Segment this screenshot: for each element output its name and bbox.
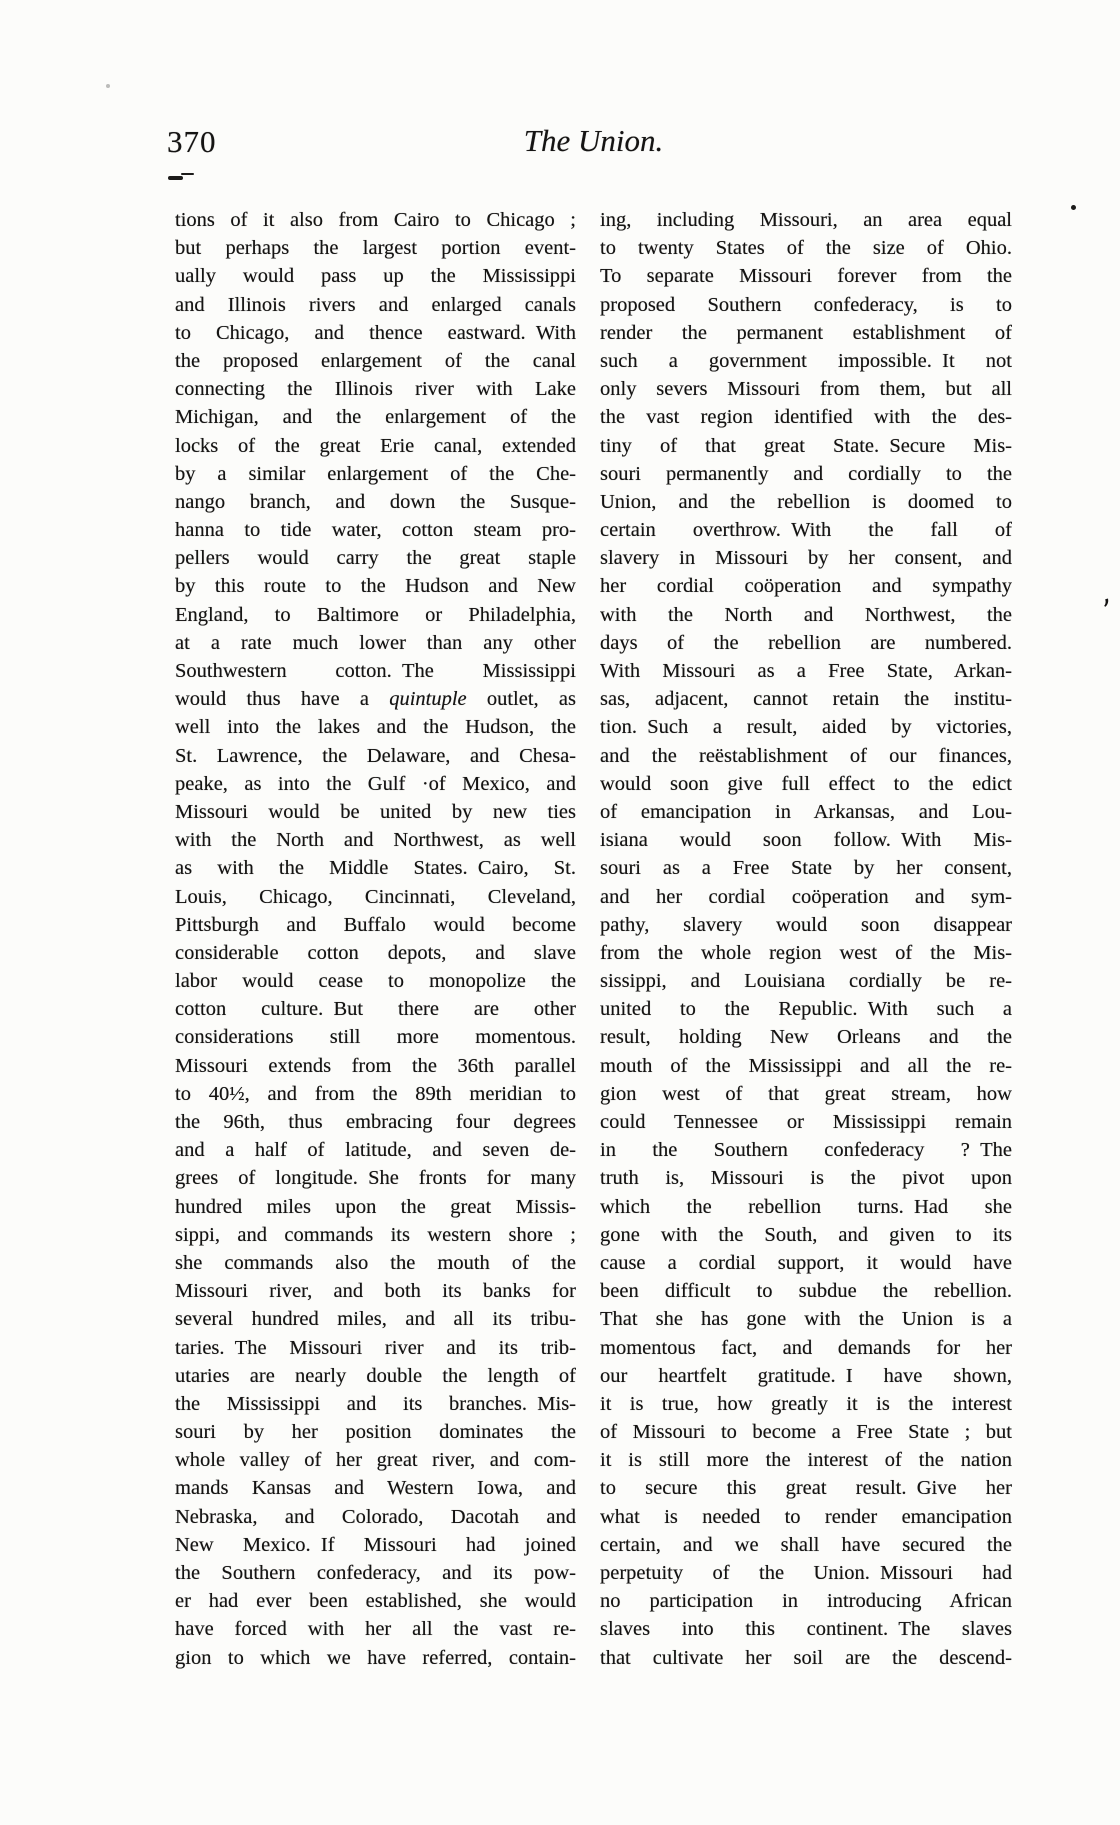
text-line: could Tennessee or Mississippi remain [600, 1111, 1012, 1133]
text-line: slavery in Missouri by her consent, and [600, 547, 1012, 570]
text-line: cotton culture. But there are other [175, 998, 576, 1021]
text-line: taries. The Missouri river and its trib- [175, 1336, 576, 1359]
text-line: well into the lakes and the Hudson, the [175, 716, 576, 739]
text-line: several hundred miles, and all its tribu- [175, 1308, 576, 1331]
page-number: 370 [167, 124, 217, 159]
text-line: proposed Southern confederacy, is to [600, 293, 1012, 316]
text-line: no participation in introducing African [600, 1590, 1012, 1613]
text-line: souri by her position dominates the [175, 1421, 576, 1444]
text-line: certain overthrow. With the fall of [600, 519, 1012, 542]
text-line: Union, and the rebellion is doomed to [600, 490, 1012, 513]
text-line: St. Lawrence, the Delaware, and Chesa- [175, 744, 576, 767]
text-line: isiana would soon follow. With Mis- [600, 829, 1012, 852]
running-header [0, 0, 1120, 170]
text-line: sissippi, and Louisiana cordially be re- [600, 970, 1012, 993]
text-line: result, holding New Orleans and the [600, 1026, 1012, 1049]
text-line: considerations still more momentous. [175, 1026, 576, 1049]
text-line: with the North and Northwest, as well [175, 829, 576, 852]
text-line: cause a cordial support, it would have [600, 1251, 1012, 1274]
text-line: united to the Republic. With such a [600, 998, 1012, 1021]
ink-speck [168, 176, 183, 180]
running-title: The Union. [523, 123, 664, 158]
text-line: been difficult to subdue the rebellion. [600, 1280, 1012, 1303]
text-line: certain, and we shall have secured the [600, 1533, 1012, 1556]
text-line: to secure this great result. Give her [600, 1477, 1012, 1500]
text-line: only severs Missouri from them, but all [600, 378, 1012, 401]
text-line: peake, as into the Gulf ·of Mexico, and [175, 772, 576, 795]
text-line: have forced with her all the vast re- [175, 1618, 576, 1641]
text-line: the proposed enlargement of the canal [175, 349, 576, 372]
right-column [600, 206, 1012, 1672]
ink-speck: , [1095, 574, 1114, 612]
text-line: would thus have a quintuple outlet, as [175, 688, 576, 711]
text-line: truth is, Missouri is the pivot upon [600, 1167, 1012, 1190]
text-line: Louis, Chicago, Cincinnati, Cleveland, [175, 885, 576, 908]
text-line: tion. Such a result, aided by victories, [600, 716, 1012, 739]
text-line: it is true, how greatly it is the interest [600, 1392, 1012, 1415]
text-line: by a similar enlargement of the Che- [175, 462, 576, 485]
text-line: it is still more the interest of the nation [600, 1449, 1012, 1472]
text-line: gion west of that great stream, how [600, 1082, 1012, 1105]
text-line: pathy, slavery would soon disappear [600, 913, 1012, 936]
text-line: and her cordial coöperation and sym- [600, 885, 1012, 908]
text-line: render the permanent establishment of [600, 321, 1012, 344]
text-line: Pittsburgh and Buffalo would become [175, 913, 576, 936]
text-line: sas, adjacent, cannot retain the institu- [600, 688, 1012, 711]
text-line: whole valley of her great river, and com- [175, 1449, 576, 1472]
text-line: of emancipation in Arkansas, and Lou- [600, 800, 1012, 823]
text-line: and the reëstablishment of our finances, [600, 744, 1012, 767]
text-line: which the rebellion turns. Had she [600, 1195, 1012, 1218]
text-line: That she has gone with the Union is a [600, 1308, 1012, 1331]
text-line: what is needed to render emancipation [600, 1505, 1012, 1528]
text-line: our heartfelt gratitude. I have shown, [600, 1364, 1012, 1387]
text-line: days of the rebellion are numbered. [600, 631, 1012, 654]
text-line: New Mexico. If Missouri had joined [175, 1533, 576, 1556]
text-line: mouth of the Mississippi and all the re- [600, 1054, 1012, 1077]
text-line: to Chicago, and thence eastward. With [175, 321, 576, 344]
text-line: would soon give full effect to the edict [600, 772, 1012, 795]
text-line: as with the Middle States. Cairo, St. [175, 857, 576, 880]
text-line: hanna to tide water, cotton steam pro- [175, 519, 576, 542]
text-line: England, to Baltimore or Philadelphia, [175, 603, 576, 626]
text-line: gion to which we have referred, contain- [175, 1646, 576, 1669]
text-line: With Missouri as a Free State, Arkan- [600, 660, 1012, 682]
ink-speck [106, 84, 110, 88]
text-line: mands Kansas and Western Iowa, and [175, 1477, 576, 1500]
text-line: connecting the Illinois river with Lake [175, 378, 576, 401]
text-line: labor would cease to monopolize the [175, 970, 576, 993]
text-line: with the North and Northwest, the [600, 603, 1012, 626]
text-line: sippi, and commands its western shore ; [175, 1223, 576, 1246]
text-line: Missouri would be united by new ties [175, 800, 576, 823]
text-line: that cultivate her soil are the descend- [600, 1646, 1012, 1669]
text-line: Southwestern cotton. The Mississippi [175, 660, 576, 682]
text-line: considerable cotton depots, and slave [175, 941, 576, 964]
text-line: ing, including Missouri, an area equal [600, 209, 1012, 231]
text-line: the Southern confederacy, and its pow- [175, 1562, 576, 1584]
text-line: tiny of that great State. Secure Mis- [600, 434, 1012, 457]
text-line: the vast region identified with the des- [600, 406, 1012, 429]
text-line: utaries are nearly double the length of [175, 1364, 576, 1387]
text-line: er had ever been established, she would [175, 1590, 576, 1613]
text-line: hundred miles upon the great Missis- [175, 1195, 576, 1218]
text-line: souri as a Free State by her consent, [600, 857, 1012, 880]
text-line: to 40½, and from the 89th meridian to [175, 1082, 576, 1105]
text-line: at a rate much lower than any other [175, 631, 576, 654]
text-line: such a government impossible. It not [600, 349, 1012, 372]
text-line: the 96th, thus embracing four degrees [175, 1111, 576, 1133]
text-line: but perhaps the largest portion event- [175, 237, 576, 260]
text-line: gone with the South, and given to its [600, 1223, 1012, 1246]
text-line: souri permanently and cordially to the [600, 462, 1012, 485]
text-line: locks of the great Erie canal, extended [175, 434, 576, 457]
text-line: ually would pass up the Mississippi [175, 265, 576, 288]
text-line: she commands also the mouth of the [175, 1251, 576, 1274]
text-line: nango branch, and down the Susque- [175, 490, 576, 513]
text-line: her cordial coöperation and sympathy [600, 575, 1012, 598]
text-line: perpetuity of the Union. Missouri had [600, 1562, 1012, 1584]
ink-speck [1071, 205, 1076, 210]
text-line: and Illinois rivers and enlarged canals [175, 293, 576, 316]
text-line: To separate Missouri forever from the [600, 265, 1012, 288]
left-column [175, 206, 576, 1672]
text-line: grees of longitude. She fronts for many [175, 1167, 576, 1190]
text-line: Missouri river, and both its banks for [175, 1280, 576, 1303]
text-line: Missouri extends from the 36th parallel [175, 1054, 576, 1077]
text-line: in the Southern confederacy ? The [600, 1139, 1012, 1162]
text-line: tions of it also from Cairo to Chicago ; [175, 209, 576, 231]
text-line: by this route to the Hudson and New [175, 575, 576, 598]
text-line: and a half of latitude, and seven de- [175, 1139, 576, 1162]
text-line: momentous fact, and demands for her [600, 1336, 1012, 1359]
text-line: to twenty States of the size of Ohio. [600, 237, 1012, 260]
text-line: pellers would carry the great staple [175, 547, 576, 570]
text-line: the Mississippi and its branches. Mis- [175, 1392, 576, 1415]
text-line: of Missouri to become a Free State ; but [600, 1421, 1012, 1444]
text-line: Nebraska, and Colorado, Dacotah and [175, 1505, 576, 1528]
text-line: Michigan, and the enlargement of the [175, 406, 576, 429]
text-line: from the whole region west of the Mis- [600, 941, 1012, 964]
text-line: slaves into this continent. The slaves [600, 1618, 1012, 1641]
